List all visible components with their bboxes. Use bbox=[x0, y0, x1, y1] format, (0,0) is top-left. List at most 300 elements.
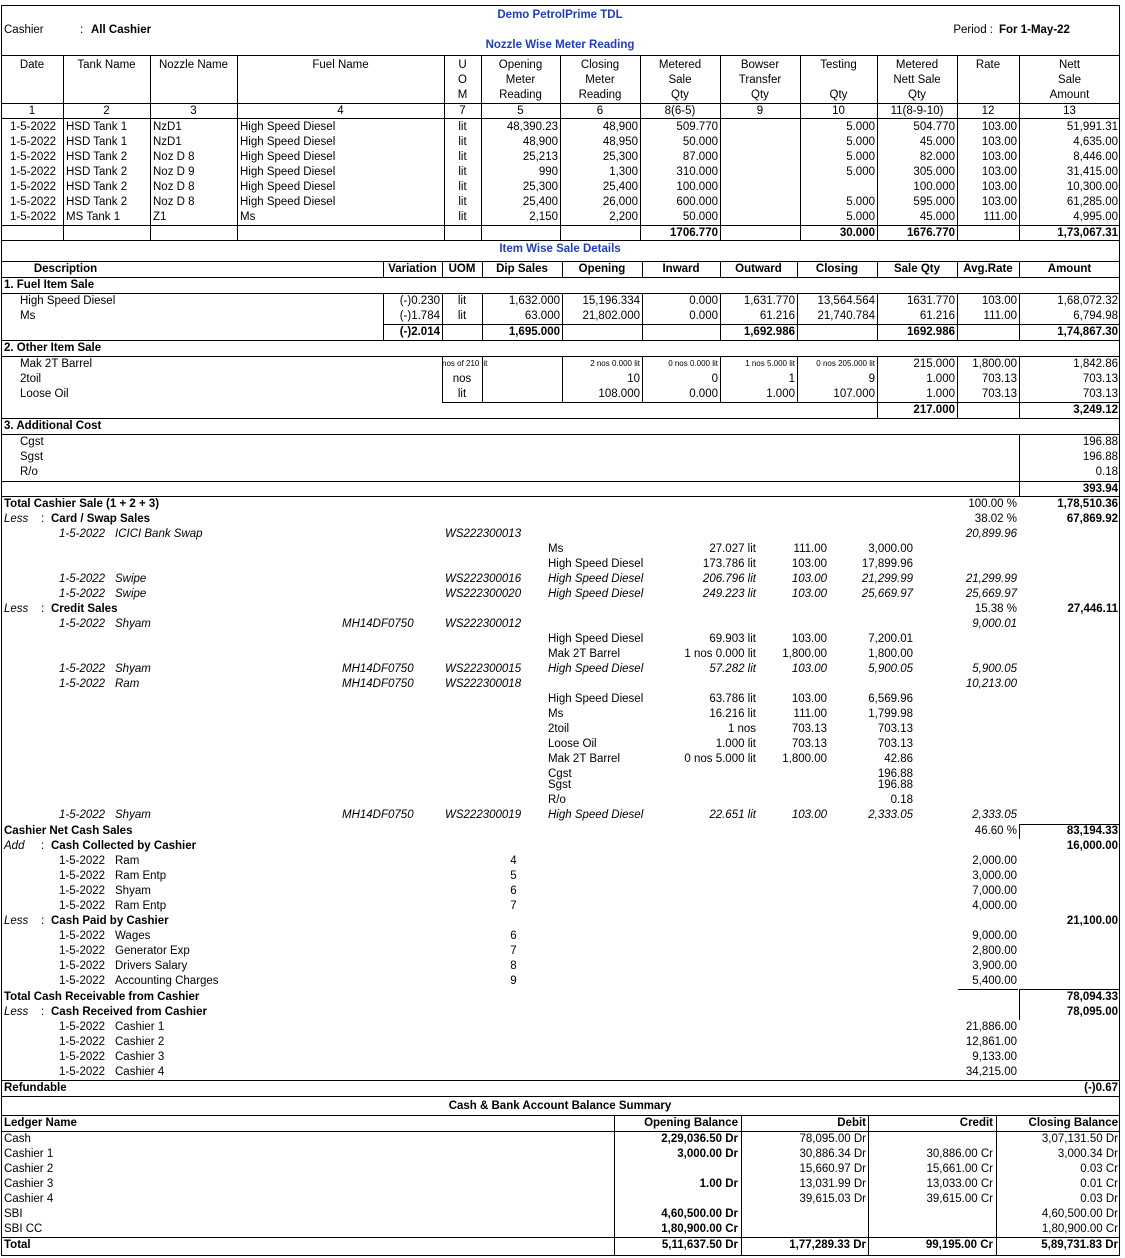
other-amount: 703.13 bbox=[1082, 388, 1118, 400]
other-sale: 1.000 bbox=[926, 388, 955, 400]
nozzle-date: 1-5-2022 bbox=[10, 136, 57, 148]
nozzle-value: 87.000 bbox=[682, 151, 718, 163]
nozzle-value: 5.000 bbox=[846, 166, 875, 178]
fuel-value: 6,794.98 bbox=[1073, 310, 1118, 322]
entry-vehicle: MH14DF0750 bbox=[342, 809, 414, 821]
ledger-header: Opening Balance bbox=[644, 1117, 738, 1129]
nozzle-value: 50.000 bbox=[682, 136, 718, 148]
other-uom: nos bbox=[452, 373, 472, 385]
nozzle-fuel: High Speed Diesel bbox=[240, 121, 336, 133]
nozzle-header: Meter bbox=[505, 74, 536, 86]
nozzle-column-line bbox=[237, 55, 238, 240]
fuel-variation: (-)0.230 bbox=[399, 295, 440, 307]
nozzle-header: O bbox=[458, 74, 467, 86]
line-amount: 1,800.00 bbox=[868, 648, 913, 660]
nozzle-col-number: 12 bbox=[981, 105, 995, 117]
line-rate: 103.00 bbox=[791, 663, 827, 675]
receivable-label: Total Cash Receivable from Cashier bbox=[4, 991, 200, 1003]
colon: : bbox=[41, 915, 45, 927]
line-item: Mak 2T Barrel bbox=[548, 648, 621, 660]
company-name: Demo PetrolPrime TDL bbox=[497, 9, 623, 21]
other-item-name: Mak 2T Barrel bbox=[20, 358, 93, 370]
nozzle-value: 103.00 bbox=[981, 181, 1017, 193]
nozzle-tank: HSD Tank 2 bbox=[66, 196, 128, 208]
entry-amount: 21,299.99 bbox=[965, 573, 1017, 585]
nozzle-col-number: 6 bbox=[596, 105, 604, 117]
ledger-name: Cashier 1 bbox=[4, 1148, 54, 1160]
colon: : bbox=[41, 1006, 45, 1018]
received-date: 1-5-2022 bbox=[59, 1066, 106, 1078]
other-amount: 703.13 bbox=[1082, 373, 1118, 385]
additional-rows-rule bbox=[1, 481, 1120, 482]
receivable-line bbox=[1019, 989, 1020, 1020]
entry-amount: 2,333.05 bbox=[972, 809, 1017, 821]
collected-date: 1-5-2022 bbox=[59, 855, 106, 867]
other-outward: 1 bbox=[788, 373, 795, 385]
collected-value: 4,000.00 bbox=[972, 900, 1017, 912]
less-label: Less bbox=[4, 1006, 29, 1018]
ledger-title: Cash & Bank Account Balance Summary bbox=[448, 1100, 672, 1112]
nozzle-total-metered: 1706.770 bbox=[670, 227, 718, 239]
refundable-amount: (-)0.67 bbox=[1084, 1082, 1118, 1094]
items-header: Closing bbox=[815, 263, 859, 275]
nozzle-tank: HSD Tank 1 bbox=[66, 121, 128, 133]
nozzle-value: 595.000 bbox=[913, 196, 955, 208]
line-rate: 103.00 bbox=[791, 809, 827, 821]
line-rate: 103.00 bbox=[791, 633, 827, 645]
nozzle-value: 45.000 bbox=[919, 136, 955, 148]
entry-vehicle: MH14DF0750 bbox=[342, 618, 414, 630]
nozzle-fuel: High Speed Diesel bbox=[240, 151, 336, 163]
credit-sales-pct: 15.38 % bbox=[974, 603, 1017, 615]
nozzle-col-number: 1 bbox=[28, 105, 36, 117]
nozzle-value: 61,285.00 bbox=[1066, 196, 1118, 208]
nozzle-uom: lit bbox=[458, 211, 467, 223]
line-item: Mak 2T Barrel bbox=[548, 753, 621, 765]
line-item: R/o bbox=[548, 794, 566, 806]
received-party: Cashier 2 bbox=[115, 1036, 165, 1048]
ledger-credit: 13,033.00 Cr bbox=[926, 1178, 993, 1190]
ledger-column-line bbox=[741, 1115, 742, 1255]
ledger-bottom-rule bbox=[1, 1255, 1120, 1256]
nozzle-value: 25,300 bbox=[602, 151, 638, 163]
ledger-top-rule bbox=[1, 1115, 1120, 1116]
entry-amount: 9,000.01 bbox=[972, 618, 1017, 630]
nozzle-header: Nozzle Name bbox=[158, 59, 229, 71]
other-rate: 1,800.00 bbox=[972, 358, 1017, 370]
fuel-uom: lit bbox=[457, 295, 467, 307]
line-qty: 1 nos bbox=[727, 723, 756, 735]
total-cashier-sale-pct: 100.00 % bbox=[968, 498, 1017, 510]
items-header: Avg.Rate bbox=[963, 263, 1013, 275]
ledger-name: Cashier 3 bbox=[4, 1178, 54, 1190]
entry-party: ICICI Bank Swap bbox=[115, 528, 203, 540]
additional-amount-line bbox=[1019, 434, 1020, 496]
nozzle-col-number: 5 bbox=[517, 105, 524, 117]
other-opening: 108.000 bbox=[598, 388, 640, 400]
line-amount: 703.13 bbox=[877, 738, 913, 750]
received-party: Cashier 3 bbox=[115, 1051, 165, 1063]
other-amount: 1,842.86 bbox=[1073, 358, 1118, 370]
fuel-variation: (-)1.784 bbox=[399, 310, 440, 322]
nozzle-header: Tank Name bbox=[77, 59, 136, 71]
fuel-value: 61.216 bbox=[759, 310, 795, 322]
paid-voucher: 8 bbox=[510, 960, 517, 972]
line-item: Sgst bbox=[548, 779, 572, 791]
frame-right bbox=[1119, 5, 1120, 1256]
ledger-column-line bbox=[614, 1115, 615, 1255]
nozzle-header: Qty bbox=[671, 89, 689, 101]
nozzle-value: 310.000 bbox=[676, 166, 718, 178]
cashier-label: Cashier bbox=[4, 24, 44, 36]
collected-amount: 16,000.00 bbox=[1066, 840, 1118, 852]
entry-party: Ram bbox=[115, 678, 140, 690]
line-amount: 42.86 bbox=[884, 753, 913, 765]
ledger-column-line bbox=[868, 1115, 869, 1255]
ledger-credit: 15,661.00 Cr bbox=[926, 1163, 993, 1175]
additional-amount: 196.88 bbox=[1082, 436, 1118, 448]
other-closing: 0 nos 205.000 lit bbox=[816, 359, 875, 368]
collected-date: 1-5-2022 bbox=[59, 870, 106, 882]
entry-date: 1-5-2022 bbox=[59, 678, 106, 690]
nozzle-date: 1-5-2022 bbox=[10, 181, 57, 193]
line-amount: 6,569.96 bbox=[868, 693, 913, 705]
nozzle-value: 10,300.00 bbox=[1066, 181, 1118, 193]
line-qty: 1.000 lit bbox=[715, 738, 756, 750]
line-rate: 111.00 bbox=[793, 708, 827, 720]
nozzle-value: 305.000 bbox=[913, 166, 955, 178]
received-date: 1-5-2022 bbox=[59, 1021, 106, 1033]
line-qty: 22.651 lit bbox=[709, 809, 756, 821]
paid-value: 3,900.00 bbox=[972, 960, 1017, 972]
nozzle-value: 4,635.00 bbox=[1073, 136, 1118, 148]
fuel-value: 1,632.000 bbox=[508, 295, 560, 307]
entry-date: 1-5-2022 bbox=[59, 588, 106, 600]
other-outward: 1.000 bbox=[766, 388, 795, 400]
fuel-total-outward: 1,692.986 bbox=[743, 326, 795, 338]
other-column-line bbox=[957, 402, 958, 418]
additional-total-rule bbox=[1, 496, 1120, 497]
additional-section-title: 3. Additional Cost bbox=[4, 420, 102, 432]
line-rate: 103.00 bbox=[791, 588, 827, 600]
card-sales-amount: 67,869.92 bbox=[1066, 513, 1118, 525]
nozzle-tank: HSD Tank 2 bbox=[66, 181, 128, 193]
nozzle-uom: lit bbox=[458, 166, 467, 178]
other-column-line bbox=[642, 356, 643, 402]
nozzle-uom: lit bbox=[458, 181, 467, 193]
paid-voucher: 9 bbox=[510, 975, 517, 987]
fuel-column-line bbox=[877, 293, 878, 340]
nozzle-value: 990 bbox=[538, 166, 558, 178]
nozzle-fuel: High Speed Diesel bbox=[240, 196, 336, 208]
other-item-name: Loose Oil bbox=[20, 388, 69, 400]
nozzle-nozzle: Z1 bbox=[153, 211, 167, 223]
ledger-total-debit: 1,77,289.33 Dr bbox=[789, 1239, 866, 1251]
entry-party: Shyam bbox=[115, 618, 151, 630]
paid-rule bbox=[958, 989, 1018, 990]
line-qty: 0 nos 5.000 lit bbox=[684, 753, 756, 765]
nozzle-header: Date bbox=[19, 59, 45, 71]
nozzle-value: 1,300 bbox=[609, 166, 638, 178]
line-item: High Speed Diesel bbox=[548, 633, 644, 645]
fuel-item-name: Ms bbox=[20, 310, 36, 322]
other-column-line bbox=[1019, 402, 1020, 418]
nozzle-nozzle: Noz D 8 bbox=[153, 151, 195, 163]
line-amount: 196.88 bbox=[877, 768, 913, 780]
nozzle-header: Sale bbox=[1057, 74, 1082, 86]
nozzle-value: 2,150 bbox=[529, 211, 558, 223]
nozzle-header: Metered bbox=[658, 59, 702, 71]
nozzle-fuel: Ms bbox=[240, 211, 256, 223]
line-rate: 703.13 bbox=[791, 723, 827, 735]
nozzle-section-title: Nozzle Wise Meter Reading bbox=[485, 39, 635, 51]
collected-date: 1-5-2022 bbox=[59, 900, 106, 912]
other-column-line bbox=[797, 356, 798, 402]
nozzle-value: 5.000 bbox=[846, 136, 875, 148]
ledger-closing: 4,60,500.00 Dr bbox=[1041, 1208, 1118, 1220]
nozzle-tank: HSD Tank 2 bbox=[66, 166, 128, 178]
entry-voucher: WS222300018 bbox=[445, 678, 522, 690]
entry-voucher: WS222300019 bbox=[445, 809, 522, 821]
line-item: Cgst bbox=[548, 768, 572, 780]
ledger-total-opening: 5,11,637.50 Dr bbox=[661, 1239, 738, 1251]
other-closing: 107.000 bbox=[833, 388, 875, 400]
entry-amount: 10,213.00 bbox=[965, 678, 1017, 690]
paid-date: 1-5-2022 bbox=[59, 945, 106, 957]
other-opening: 2 nos 0.000 lit bbox=[590, 359, 640, 368]
collected-value: 3,000.00 bbox=[972, 870, 1017, 882]
received-value: 21,886.00 bbox=[965, 1021, 1017, 1033]
nozzle-header: Testing bbox=[820, 59, 857, 71]
collected-label: Cash Collected by Cashier bbox=[51, 840, 197, 852]
nozzle-header: Bowser bbox=[740, 59, 780, 71]
fuel-column-line bbox=[1019, 293, 1020, 340]
nozzle-value: 50.000 bbox=[682, 211, 718, 223]
nozzle-col-number: 4 bbox=[337, 105, 344, 117]
collected-party: Ram bbox=[115, 855, 140, 867]
ledger-debit: 15,660.97 Dr bbox=[799, 1163, 866, 1175]
fuel-column-line bbox=[482, 293, 483, 340]
ledger-header: Ledger Name bbox=[4, 1117, 77, 1129]
line-amount: 196.88 bbox=[877, 779, 913, 791]
nozzle-header: Qty bbox=[908, 89, 926, 101]
other-column-line bbox=[877, 402, 878, 418]
nozzle-date: 1-5-2022 bbox=[10, 166, 57, 178]
nozzle-col-number: 11(8-9-10) bbox=[890, 105, 944, 117]
nozzle-header: Amount bbox=[1049, 89, 1090, 101]
items-header: Variation bbox=[388, 263, 437, 275]
entry-voucher: WS222300020 bbox=[445, 588, 522, 600]
received-date: 1-5-2022 bbox=[59, 1036, 106, 1048]
ledger-opening: 3,000.00 Dr bbox=[677, 1148, 738, 1160]
nozzle-value: 82.000 bbox=[919, 151, 955, 163]
other-sale: 215.000 bbox=[913, 358, 955, 370]
other-total-sale: 217.000 bbox=[913, 404, 955, 416]
entry-voucher: WS222300012 bbox=[445, 618, 522, 630]
nozzle-value: 4,995.00 bbox=[1073, 211, 1118, 223]
nozzle-nozzle: NzD1 bbox=[153, 136, 182, 148]
paid-date: 1-5-2022 bbox=[59, 930, 106, 942]
nozzle-header: Qty bbox=[829, 89, 848, 101]
entry-date: 1-5-2022 bbox=[59, 618, 106, 630]
received-value: 9,133.00 bbox=[972, 1051, 1017, 1063]
ledger-name: SBI bbox=[4, 1208, 23, 1220]
ledger-total-closing: 5,89,731.83 Dr bbox=[1041, 1239, 1118, 1251]
ledger-opening: 2,29,036.50 Dr bbox=[661, 1133, 738, 1145]
nozzle-value: 25,400 bbox=[602, 181, 638, 193]
ledger-name: SBI CC bbox=[4, 1223, 43, 1235]
nozzle-header: Nett bbox=[1058, 59, 1081, 71]
other-total-rule bbox=[1, 418, 1120, 419]
fuel-value: 1,68,072.32 bbox=[1057, 295, 1118, 307]
fuel-value: 15,196.334 bbox=[582, 295, 640, 307]
other-section-title: 2. Other Item Sale bbox=[4, 342, 102, 354]
items-header: Sale Qty bbox=[893, 263, 941, 275]
nozzle-nozzle: Noz D 8 bbox=[153, 196, 195, 208]
collected-value: 2,000.00 bbox=[972, 855, 1017, 867]
ledger-header: Closing Balance bbox=[1028, 1117, 1118, 1129]
nozzle-fuel: High Speed Diesel bbox=[240, 166, 336, 178]
other-outward: 1 nos 5.000 lit bbox=[745, 359, 795, 368]
paid-value: 5,400.00 bbox=[972, 975, 1017, 987]
nozzle-fuel: High Speed Diesel bbox=[240, 181, 336, 193]
nozzle-col-number: 10 bbox=[832, 105, 845, 117]
frame-left bbox=[1, 5, 2, 1256]
fuel-total-amount: 1,74,867.30 bbox=[1057, 326, 1118, 338]
total-cashier-sale-amount: 1,78,510.36 bbox=[1057, 498, 1118, 510]
ledger-total-credit: 99,195.00 Cr bbox=[925, 1239, 993, 1251]
entry-date: 1-5-2022 bbox=[59, 573, 106, 585]
ledger-credit: 39,615.00 Cr bbox=[926, 1193, 993, 1205]
nozzle-value: 103.00 bbox=[981, 136, 1017, 148]
collected-party: Ram Entp bbox=[115, 870, 167, 882]
nozzle-column-line bbox=[63, 55, 64, 240]
ledger-header-rule bbox=[1, 1131, 1120, 1132]
line-rate: 1,800.00 bbox=[782, 648, 827, 660]
fuel-column-line bbox=[957, 293, 958, 340]
line-qty: 173.786 lit bbox=[702, 558, 756, 570]
nozzle-value: 2,200 bbox=[609, 211, 638, 223]
line-qty: 1 nos 0.000 lit bbox=[684, 648, 756, 660]
line-rate: 111.00 bbox=[793, 543, 827, 555]
ledger-debit: 39,615.03 Dr bbox=[799, 1193, 866, 1205]
nozzle-value: 45.000 bbox=[919, 211, 955, 223]
period-value: For 1-May-22 bbox=[999, 24, 1070, 36]
credit-sales-amount: 27,446.11 bbox=[1067, 603, 1118, 615]
line-amount: 5,900.05 bbox=[868, 663, 913, 675]
less-label: Less bbox=[4, 603, 29, 615]
colon: : bbox=[41, 603, 45, 615]
nozzle-header: M bbox=[457, 89, 468, 101]
entry-voucher: WS222300016 bbox=[445, 573, 522, 585]
other-total-amount: 3,249.12 bbox=[1073, 404, 1118, 416]
receivable-rule bbox=[1019, 989, 1120, 990]
fuel-value: 13,564.564 bbox=[817, 295, 875, 307]
colon: : bbox=[41, 840, 45, 852]
fuel-total-rule bbox=[1, 340, 1120, 341]
additional-name: R/o bbox=[20, 466, 38, 478]
additional-amount: 0.18 bbox=[1095, 466, 1118, 478]
collected-party: Shyam bbox=[115, 885, 151, 897]
nozzle-header: Qty bbox=[751, 89, 769, 101]
nozzle-value: 48,900 bbox=[522, 136, 558, 148]
entry-party: Swipe bbox=[115, 573, 147, 585]
other-column-line bbox=[1019, 356, 1020, 402]
paid-party: Drivers Salary bbox=[115, 960, 188, 972]
collected-date: 1-5-2022 bbox=[59, 885, 106, 897]
paid-date: 1-5-2022 bbox=[59, 975, 106, 987]
nozzle-date: 1-5-2022 bbox=[10, 151, 57, 163]
nozzle-value: 103.00 bbox=[981, 166, 1017, 178]
nozzle-header: Opening bbox=[498, 59, 543, 71]
nozzle-header: Nett Sale bbox=[893, 74, 941, 86]
nozzle-total-amount: 1,73,067.31 bbox=[1057, 227, 1118, 239]
nozzle-value: 5.000 bbox=[846, 121, 875, 133]
fuel-column-line bbox=[797, 293, 798, 340]
fuel-total-sale: 1692.986 bbox=[907, 326, 955, 338]
nozzle-header: Meter bbox=[585, 74, 615, 86]
nozzle-header: Sale bbox=[668, 74, 692, 86]
entry-voucher: WS222300015 bbox=[445, 663, 522, 675]
nozzle-value: 100.000 bbox=[913, 181, 955, 193]
line-amount: 703.13 bbox=[877, 723, 913, 735]
fuel-value: 61.216 bbox=[919, 310, 955, 322]
line-amount: 0.18 bbox=[890, 794, 913, 806]
items-header: Amount bbox=[1047, 263, 1092, 275]
entry-date: 1-5-2022 bbox=[59, 663, 106, 675]
cashier-value: All Cashier bbox=[91, 24, 152, 36]
card-sales-pct: 38.02 % bbox=[974, 513, 1017, 525]
line-item: Loose Oil bbox=[548, 738, 597, 750]
line-item: High Speed Diesel bbox=[548, 663, 644, 675]
ledger-closing: 3,07,131.50 Dr bbox=[1041, 1133, 1118, 1145]
nozzle-header: Reading bbox=[499, 89, 542, 101]
collected-party: Ram Entp bbox=[115, 900, 167, 912]
net-cash-label: Cashier Net Cash Sales bbox=[4, 825, 133, 837]
received-label: Cash Received from Cashier bbox=[51, 1006, 207, 1018]
nozzle-header: Transfer bbox=[738, 74, 782, 86]
collected-voucher: 4 bbox=[510, 855, 517, 867]
entry-vehicle: MH14DF0750 bbox=[342, 678, 414, 690]
entry-date: 1-5-2022 bbox=[59, 809, 106, 821]
line-item: High Speed Diesel bbox=[548, 693, 644, 705]
ledger-closing: 0.03 Cr bbox=[1080, 1163, 1118, 1175]
additional-name: Cgst bbox=[20, 436, 44, 448]
ledger-total-label: Total bbox=[4, 1239, 31, 1251]
other-inward: 0 nos 0.000 lit bbox=[668, 359, 718, 368]
other-closing: 9 bbox=[868, 373, 875, 385]
received-value: 12,861.00 bbox=[965, 1036, 1017, 1048]
fuel-value: 21,740.784 bbox=[817, 310, 875, 322]
fuel-value: 0.000 bbox=[689, 295, 718, 307]
line-rate: 703.13 bbox=[791, 738, 827, 750]
paid-party: Accounting Charges bbox=[115, 975, 219, 987]
paid-label: Cash Paid by Cashier bbox=[51, 915, 169, 927]
line-amount: 25,669.97 bbox=[861, 588, 913, 600]
items-title: Item Wise Sale Details bbox=[499, 243, 621, 255]
nozzle-column-line bbox=[800, 55, 801, 240]
ledger-name: Cashier 4 bbox=[4, 1193, 54, 1205]
refundable-label: Refundable bbox=[4, 1082, 67, 1094]
nozzle-uom: lit bbox=[458, 151, 467, 163]
line-item: Ms bbox=[548, 708, 564, 720]
other-column-line bbox=[877, 356, 878, 402]
line-amount: 21,299.99 bbox=[861, 573, 913, 585]
paid-party: Wages bbox=[115, 930, 151, 942]
refundable-top-rule bbox=[1, 1080, 1120, 1081]
fuel-uom: lit bbox=[457, 310, 467, 322]
nozzle-value: 25,400 bbox=[522, 196, 558, 208]
